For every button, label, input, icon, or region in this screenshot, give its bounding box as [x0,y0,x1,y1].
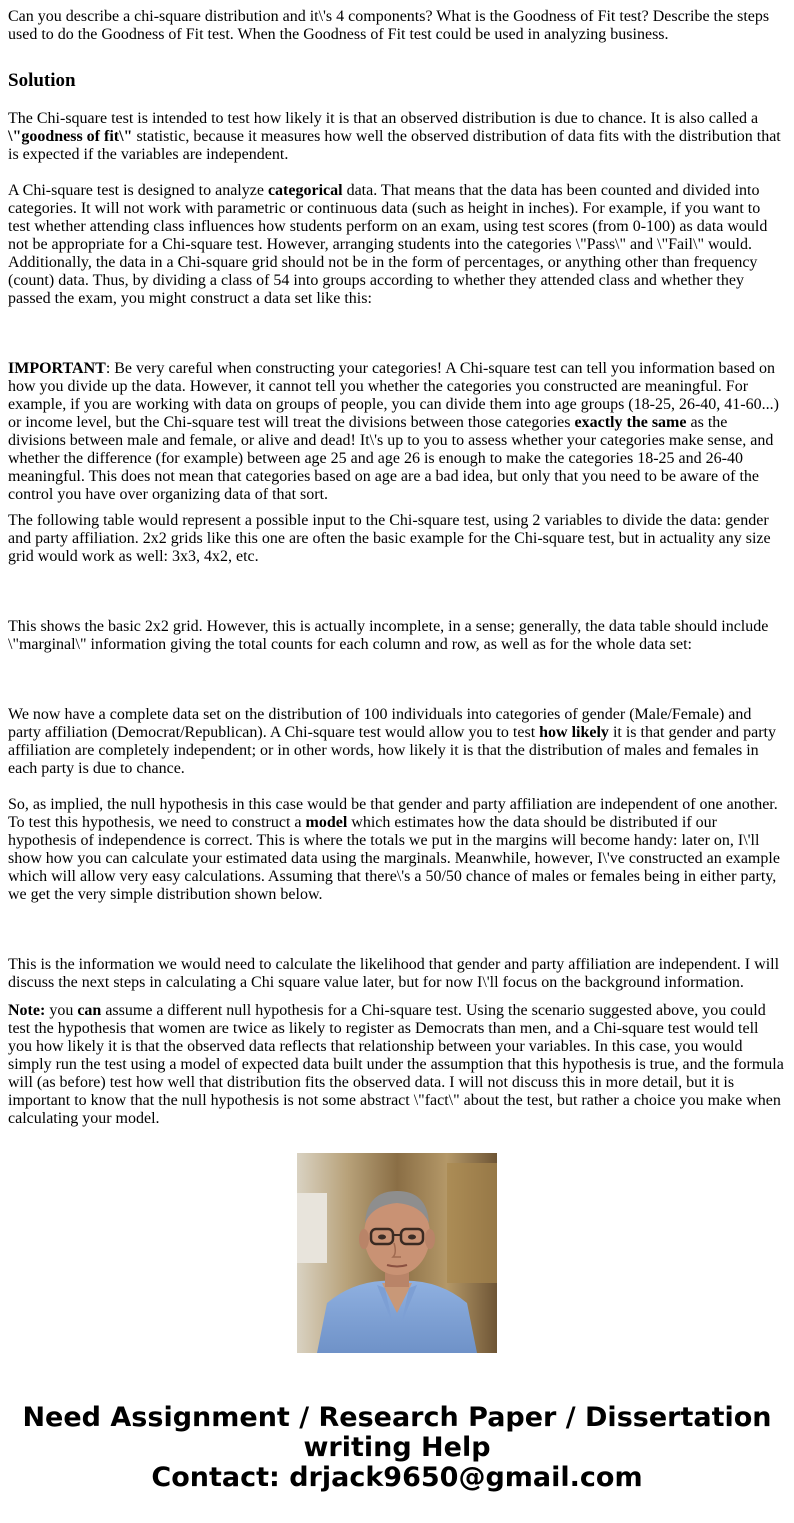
paragraph-information: This is the information we would need to calculate the likelihood that gender and party affiliation are independent. I will discuss the next steps in calculating a Chi square value later, but for now I\'ll focus on the background information. [8,956,780,991]
contact-banner [0,1403,794,1493]
cta-help-text: Need Assignment / Research Paper / Dissertation writing Help [22,1402,772,1463]
author-avatar [297,1153,497,1353]
bold-categorical: categorical [267,182,343,199]
bold-goodness-of-fit: \"goodness of fit\" [8,128,133,145]
bold-important: IMPORTANT [8,360,106,377]
bold-can: can [77,1002,102,1019]
missing-table-space [8,584,786,618]
solution-heading: Solution [8,70,76,91]
question-text: Can you describe a chi-square distribution and it\'s 4 components? What is the Goodness of Fit test? Describe the steps used to do the Goodness of Fit test. When the Goodness of Fit test could be used in analyzing business. [8,8,770,43]
paragraph-note: Note: you can assume a different null hypothesis for a Chi-square test. Using the scenario suggested above, you could test the hypothesis that women are twice as likely to register as Democrats than men, and a Chi-square test would tell you how likely it is that the observed data reflects that relationship between your variables. In this case, you would simply run the test using a model of expected data built under the assumption that this hypothesis is true, and the formula will (as before) test how well that distribution fits the observed data. I will not discuss this in more detail, but it is important to know that the null hypothesis is not some abstract \"fact\" about the test, but rather a choice you make when calculating your model. [8,1002,784,1127]
paragraph-table-input: The following table would represent a possible input to the Chi-square test, using 2 variables to divide the data: gender and party affiliation. 2x2 grids like this one are often the basic example for the Chi-square test, but in actuality any size grid would work as well: 3x3, 4x2, etc. [8,512,771,565]
paragraph-categorical: A Chi-square test is designed to analyze categorical data. That means that the data has been counted and divided into categories. It will not work with parametric or continuous data (such as height in inches). For example, if you want to test whether attending class influences how students perform on an exam, using test scores (from 0-100) as data would not be appropriate for a Chi-square test. However, arranging students into the categories \"Pass\" and \"Fail\" would. Additionally, the data in a Chi-square grid should not be in the form of percentages, or anything other than frequency (count) data. Thus, by dividing a class of 54 into groups according to whether they attended class and whether they passed the exam, you might construct a data set like this: [8,182,768,307]
bold-exactly-the-same: exactly the same [574,414,687,431]
paragraph-goodness-of-fit: The Chi-square test is intended to test how likely it is that an observed distribution is due to chance. It is also called a \"goodness of fit\" statistic, because it measures how well the observed distribution of data fits with the distribution that is expected if the variables are independent. [8,110,781,163]
bold-model: model [305,814,348,831]
bold-note: Note: [8,1002,46,1019]
cta-contact-email: Contact: drjack9650@gmail.com [151,1462,643,1493]
author-portrait-image [297,1153,497,1353]
paragraph-marginal: This shows the basic 2x2 grid. However, this is actually incomplete, in a sense; generally, the data table should include \"marginal\" information giving the total counts for each column and row, as well as for the whole data set: [8,618,769,653]
paragraph-complete-data: We now have a complete data set on the distribution of 100 individuals into categories of gender (Male/Female) and party affiliation (Democrat/Republican). A Chi-square test would allow you to test how likely it is that gender and party affiliation are completely independent; or in other words, how likely it is that the distribution of males and females in each party is due to chance. [8,706,776,777]
missing-table-space [8,922,786,956]
paragraph-null-hypothesis: So, as implied, the null hypothesis in this case would be that gender and party affiliation are independent of one another. To test this hypothesis, we need to construct a model which estimates how the data should be distributed if our hypothesis of independence is correct. This is where the totals we put in the margins will become handy: later on, I\'ll show how you can calculate your estimated data using the marginals. Meanwhile, however, I\'ve constructed an example which will allow very easy calculations. Assuming that there\'s a 50/50 chance of males or females being in either party, we get the very simple distribution shown below. [8,796,780,903]
missing-table-space [8,672,786,706]
missing-table-space [8,326,786,360]
paragraph-important: IMPORTANT: Be very careful when constructing your categories! A Chi-square test can tell you information based on how you divide up the data. However, it cannot tell you whether the categories you constructed are meaningful. For example, if you are working with data on groups of people, you can divide them into age groups (18-25, 26-40, 41-60...) or income level, but the Chi-square test will treat the divisions between those categories exactly the same as the divisions between male and female, or alive and dead! It\'s up to you to assess whether your categories make sense, and whether the difference (for example) between age 25 and age 26 is enough to make the categories 18-25 and 26-40 meaningful. This does not mean that categories based on age are a bad idea, but only that you need to be aware of the control you have over organizing data of that sort. [8,360,779,503]
bold-how-likely: how likely [539,724,609,741]
article-body [8,8,786,1127]
